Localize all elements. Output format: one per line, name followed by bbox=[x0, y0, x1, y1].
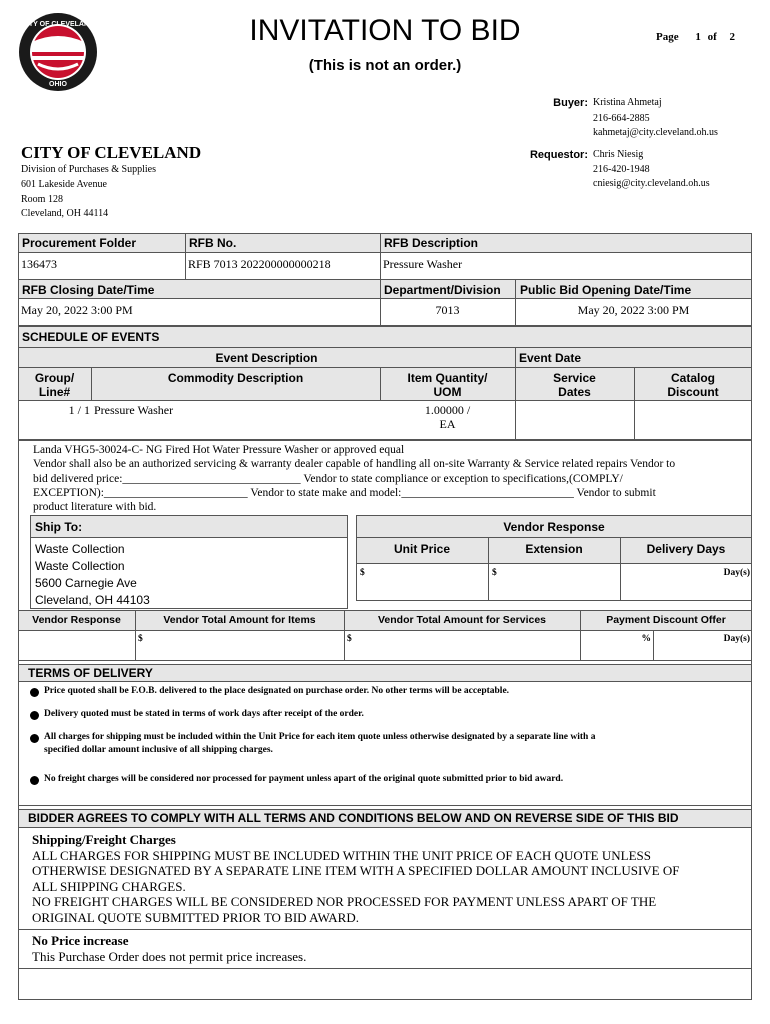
delivery-days-input[interactable]: Day(s) bbox=[723, 568, 750, 578]
extension-input[interactable]: $ bbox=[492, 568, 497, 578]
total-services-input[interactable]: $ bbox=[347, 634, 352, 644]
total-services-label: Vendor Total Amount for Services bbox=[377, 614, 547, 626]
department-label: Department/Division bbox=[384, 283, 501, 297]
requestor-label: Requestor: bbox=[529, 149, 588, 161]
terms-of-delivery-title: TERMS OF DELIVERY bbox=[28, 666, 153, 680]
bullet-icon bbox=[30, 776, 39, 785]
delivery-term-1: Price quoted shall be F.O.B. delivered to the place designated on purchase order. No other terms will be acceptable. bbox=[44, 686, 510, 696]
payment-discount-label: Payment Discount Offer bbox=[606, 614, 726, 626]
buyer-phone: 216-664-2885 bbox=[593, 113, 650, 124]
schedule-title: SCHEDULE OF EVENTS bbox=[22, 330, 160, 344]
closing-value: May 20, 2022 3:00 PM bbox=[21, 303, 133, 317]
department-value: 7013 bbox=[435, 303, 460, 317]
event-date-label: Event Date bbox=[519, 351, 582, 365]
buyer-label: Buyer: bbox=[553, 97, 588, 109]
page-current: 1 bbox=[695, 31, 701, 43]
page-title: INVITATION TO BID bbox=[249, 14, 521, 47]
issuer-division: Division of Purchases & Supplies bbox=[21, 164, 156, 175]
vendor-response-title: Vendor Response bbox=[503, 520, 605, 534]
buyer-email: kahmetaj@city.cleveland.oh.us bbox=[593, 127, 718, 138]
page-subtitle: (This is not an order.) bbox=[308, 57, 462, 74]
bullet-icon bbox=[30, 734, 39, 743]
page-total: 2 bbox=[729, 31, 736, 43]
rfb-description-value: Pressure Washer bbox=[383, 257, 463, 271]
conditions-title: BIDDER AGREES TO COMPLY WITH ALL TERMS AND CONDITIONS BELOW AND ON REVERSE SIDE OF THIS BID bbox=[28, 811, 679, 825]
shipping-freight-section: Shipping/Freight Charges ALL CHARGES FOR SHIPPING MUST BE INCLUDED WITHIN THE UNIT PRICE OF EACH QUOTE UNLESS OTHERWISE DESIGNATED BY A SEPARATE LINE ITEM WITH A SPECIFIED DOLLAR AMOUNT INCLUSIVE OF ALL SHIPPING CHARGES. NO FREIGHT CHARGES WILL BE CONSIDERED NOR PROCESSED FOR PAYMENT UNLESS APART OF THE ORIGINAL QUOTE SUBMITTED PRIOR TO BID AWARD. bbox=[32, 832, 680, 925]
requestor-name: Chris Niesig bbox=[593, 149, 644, 160]
procurement-folder-value: 136473 bbox=[21, 257, 57, 271]
event-description-label: Event Description bbox=[215, 351, 318, 365]
bullet-icon bbox=[30, 711, 39, 720]
issuer-address2: Room 128 bbox=[21, 194, 63, 205]
issuer-address3: Cleveland, OH 44114 bbox=[21, 208, 109, 219]
catalog-discount-header: Catalog Discount bbox=[667, 371, 719, 399]
svg-text:OHIO: OHIO bbox=[49, 81, 67, 88]
issuer-address1: 601 Lakeside Avenue bbox=[21, 179, 107, 190]
rfb-no-label: RFB No. bbox=[189, 236, 237, 250]
requestor-email: cniesig@city.cleveland.oh.us bbox=[593, 178, 710, 189]
delivery-days-label: Delivery Days bbox=[646, 542, 726, 556]
ship-to-label: Ship To: bbox=[35, 520, 83, 534]
group-line-header: Group/ Line# bbox=[34, 371, 75, 399]
discount-percent-input[interactable]: % bbox=[641, 634, 651, 644]
quantity-value: 1.00000 / EA bbox=[424, 403, 471, 431]
unit-price-label: Unit Price bbox=[393, 542, 450, 556]
opening-value: May 20, 2022 3:00 PM bbox=[577, 303, 690, 317]
unit-price-input[interactable]: $ bbox=[360, 568, 365, 578]
city-seal-icon bbox=[18, 12, 98, 92]
totals-vendor-response-label: Vendor Response bbox=[32, 614, 121, 626]
total-items-label: Vendor Total Amount for Items bbox=[163, 614, 316, 626]
price-heading: No Price increase bbox=[32, 933, 129, 948]
extension-label: Extension bbox=[525, 542, 583, 556]
service-dates-header: Service Dates bbox=[553, 371, 596, 399]
shipping-heading: Shipping/Freight Charges bbox=[32, 832, 176, 847]
delivery-term-2: Delivery quoted must be stated in terms of work days after receipt of the order. bbox=[44, 709, 364, 719]
requestor-phone: 216-420-1948 bbox=[593, 164, 650, 175]
commodity-value: Pressure Washer bbox=[94, 403, 174, 417]
price-increase-section: No Price increase This Purchase Order does not permit price increases. bbox=[32, 933, 307, 964]
delivery-term-4: No freight charges will be considered nor processed for payment unless apart of the original quote submitted prior to bid award. bbox=[44, 774, 564, 784]
quantity-header: Item Quantity/ UOM bbox=[407, 371, 488, 399]
line-number: 1 / 1 bbox=[68, 403, 90, 417]
svg-text:CITY OF CLEVELAND: CITY OF CLEVELAND bbox=[21, 21, 95, 28]
buyer-name: Kristina Ahmetaj bbox=[593, 97, 662, 108]
total-items-input[interactable]: $ bbox=[138, 634, 143, 644]
opening-label: Public Bid Opening Date/Time bbox=[520, 283, 692, 297]
issuer-name: CITY OF CLEVELAND bbox=[21, 143, 202, 162]
procurement-folder-label: Procurement Folder bbox=[22, 236, 137, 250]
page-of: of bbox=[707, 31, 717, 43]
ship-to-address: Waste Collection Waste Collection 5600 Carnegie Ave Cleveland, OH 44103 bbox=[35, 542, 150, 607]
discount-days-input[interactable]: Day(s) bbox=[723, 634, 750, 644]
page-label: Page bbox=[656, 31, 679, 43]
delivery-term-3: All charges for shipping must be included within the Unit Price for each item quote unless otherwise designated by a separate line with a specified dollar amount inclusive of all shipping charges. bbox=[44, 732, 596, 755]
item-detail-text: Landa VHG5-30024-C- NG Fired Hot Water Pressure Washer or approved equal Vendor shall also be an authorized servicing & warranty dealer capable of handling all on-site Warranty & Service related repairs Vendor to bid delivered price:_______________________________ Vendor to state compliance or exception to specifications,(COMPLY/ EXCEPTION):_________________________ Vendor to state make and model:______________________________ Vendor to submit product literature with bid. bbox=[33, 444, 676, 514]
closing-label: RFB Closing Date/Time bbox=[22, 283, 155, 297]
city-seal bbox=[18, 12, 98, 92]
rfb-no-value: RFB 7013 202200000000218 bbox=[188, 257, 331, 271]
commodity-header: Commodity Description bbox=[167, 371, 304, 385]
rfb-description-label: RFB Description bbox=[384, 236, 479, 250]
bullet-icon bbox=[30, 688, 39, 697]
page-indicator bbox=[656, 31, 735, 43]
